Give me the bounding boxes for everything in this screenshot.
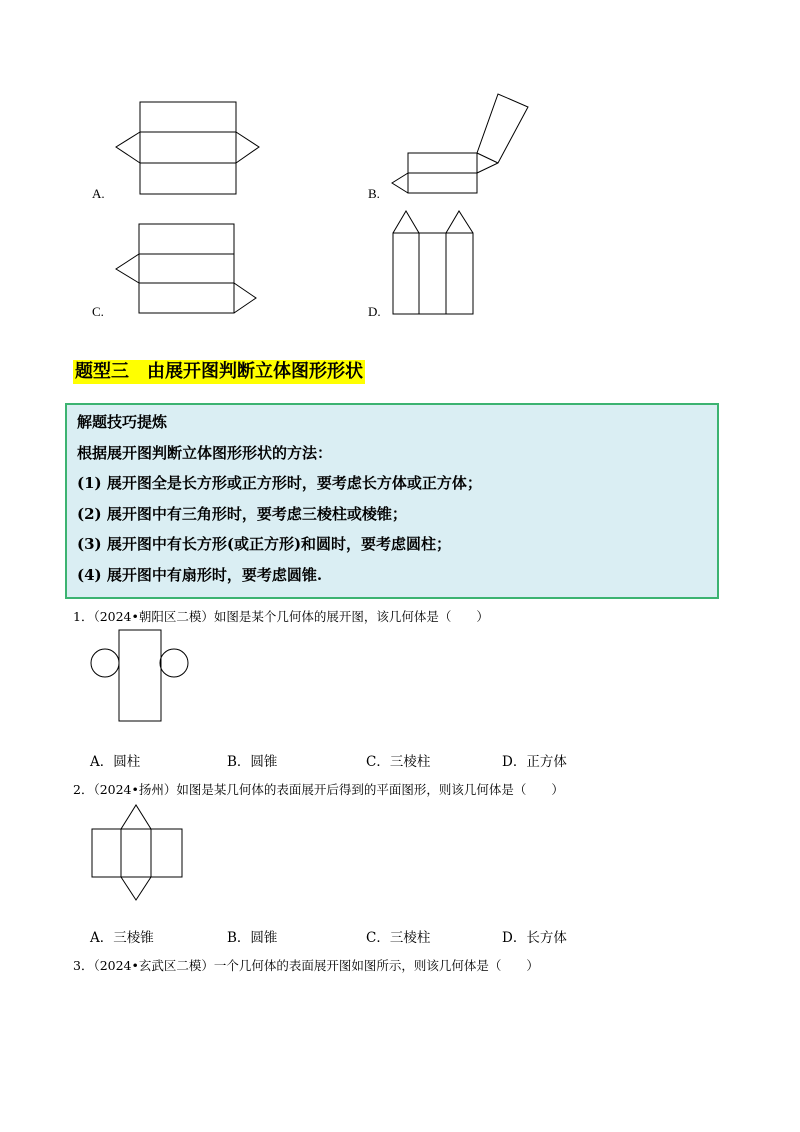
question-2-choice-d: D．长方体 xyxy=(502,930,567,946)
question-1-choice-c: C．三棱柱 xyxy=(366,754,431,770)
question-1-choice-a: A．圆柱 xyxy=(90,754,141,770)
question-1-text: 1．（2024•朝阳区二模）如图是某个几何体的展开图，该几何体是（ ） xyxy=(73,609,489,624)
tips-item: (4) 展开图中有扇形时，要考虑圆锥. xyxy=(77,565,323,584)
question-2-choice-a: A．三棱锥 xyxy=(90,930,154,946)
question-1-choice-b: B．圆锥 xyxy=(227,754,278,770)
option-d-label: D. xyxy=(368,304,381,319)
question-2-choice-c: C．三棱柱 xyxy=(366,930,431,946)
question-2-choice-b: B．圆锥 xyxy=(227,930,278,946)
question-1-choice-d: D．正方体 xyxy=(502,754,567,770)
option-c-label: C. xyxy=(92,304,104,319)
option-b-label: B. xyxy=(368,186,380,201)
tips-item: (1) 展开图全是长方形或正方形时，要考虑长方体或正方体； xyxy=(77,474,482,492)
section-title: 题型三 由展开图判断立体图形形状 xyxy=(75,361,363,382)
tips-item: (3) 展开图中有长方形(或正方形)和圆时，要考虑圆柱； xyxy=(77,535,452,553)
tips-heading: 解题技巧提炼 xyxy=(77,413,168,431)
tips-item: (2) 展开图中有三角形时，要考虑三棱柱或棱锥； xyxy=(77,504,407,523)
question-3-text: 3．（2024•玄武区二模）一个几何体的表面展开图如图所示，则该几何体是（ ） xyxy=(73,958,539,973)
question-2-text: 2．（2024•扬州）如图是某几何体的表面展开后得到的平面图形，则该几何体是（ ） xyxy=(73,782,564,797)
option-a-label: A. xyxy=(92,186,105,201)
tips-intro: 根据展开图判断立体图形形状的方法： xyxy=(77,443,333,462)
